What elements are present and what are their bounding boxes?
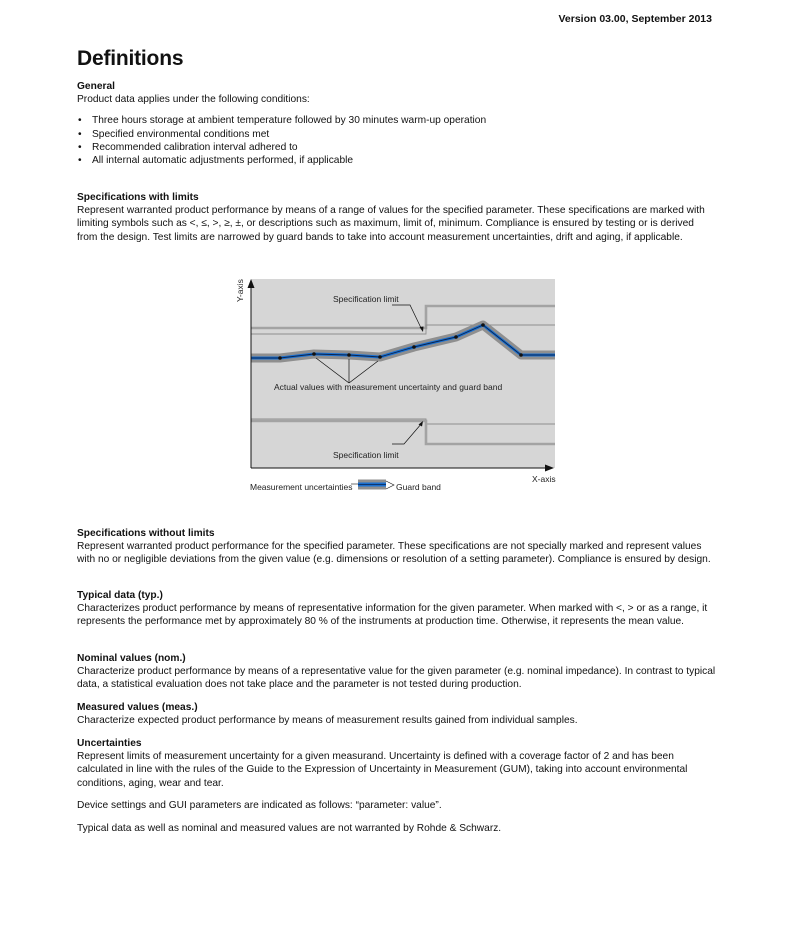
measured-body: Characterize expected product performance by means of measurement results gained from individual samples. [77,715,578,727]
data-point [481,323,485,327]
legend-guard-band-leader [386,481,394,489]
specs-without-limits-heading: Specifications without limits [77,528,215,539]
typical-heading: Typical data (typ.) [77,590,163,601]
uncertainties-section [77,737,717,790]
typical-section [77,589,717,629]
general-heading: General [77,81,115,92]
uncertainties-heading: Uncertainties [77,738,142,749]
data-point [312,352,316,356]
nominal-body: Characterize product performance by means of a representative value for the given parameter (e.g. nominal impedance). In contrast to typical data, a statistical evaluation does not take place and the parameter is not tested during production. [77,666,716,691]
data-point [412,345,416,349]
data-point [278,356,282,360]
page-title: Definitions [77,47,184,70]
list-item: • Specified environmental conditions met [77,128,717,141]
device-settings-note: Device settings and GUI parameters are indicated as follows: “parameter: value”. [77,800,442,811]
measured-heading: Measured values (meas.) [77,702,198,713]
spec-limits-diagram [232,278,556,496]
nominal-section [77,652,717,692]
general-intro: Product data applies under the following conditions: [77,94,310,106]
data-point [454,335,458,339]
uncertainties-body: Represent limits of measurement uncertainty for a given measurand. Uncertainty is defined with a coverage factor of 2 and has been calculated in line with the rules of the Guide to the Expression of Uncertainty in Measurement (GUM), taking into account environmental conditions, aging, wear and tear. [77,751,688,789]
upper-spec-limit-label: Specification limit [333,294,399,304]
data-point [378,355,382,359]
measured-section [77,701,717,727]
specs-without-limits-body: Represent warranted product performance for the specified parameter. These specifications are not specially marked and represent values with no or negligible deviations from the given value (e.g. dimensions or resolution of a setting parameter). Compliance is ensured by design. [77,541,711,566]
x-axis-label: X-axis [532,474,556,484]
specs-without-limits-section [77,527,717,567]
list-item: • Recommended calibration interval adhered to [77,141,717,154]
general-section [77,80,717,167]
specs-with-limits-section [77,191,717,244]
y-axis-label: Y-axis [235,279,245,302]
lower-spec-limit-label: Specification limit [333,450,399,460]
legend-guard-band-label: Guard band [396,482,441,492]
legend-uncertainties-label: Measurement uncertainties [250,482,353,492]
list-item: • Three hours storage at ambient temperature followed by 30 minutes warm-up operation [77,114,717,127]
actual-values-label: Actual values with measurement uncertainty and guard band [274,382,503,392]
spec-limits-figure [232,278,556,496]
nominal-heading: Nominal values (nom.) [77,653,186,664]
list-item: • All internal automatic adjustments performed, if applicable [77,154,717,167]
warranty-note: Typical data as well as nominal and measured values are not warranted by Rohde & Schwarz. [77,823,502,834]
specs-with-limits-body: Represent warranted product performance by means of a range of values for the specified parameter. These specifications are marked with limiting symbols such as <, ≤, >, ≥, ±, or descriptions such as maximum, limit of, minimum. Compliance is ensured by testing or is derived from the design. Test limits are narrowed by guard bands to take into account measurement uncertainties, drift and aging, if applicable. [77,205,705,243]
specs-with-limits-heading: Specifications with limits [77,192,199,203]
plot-background [251,279,555,468]
typical-body: Characterizes product performance by means of representative information for the given parameter. When marked with <, > or as a range, it represents the performance met by approximately 80 % of the instruments at production time. Otherwise, it represents the mean value. [77,603,708,628]
conditions-list [77,114,717,167]
data-point [519,353,523,357]
version-label: Version 03.00, September 2013 [558,13,712,25]
data-point [347,353,351,357]
